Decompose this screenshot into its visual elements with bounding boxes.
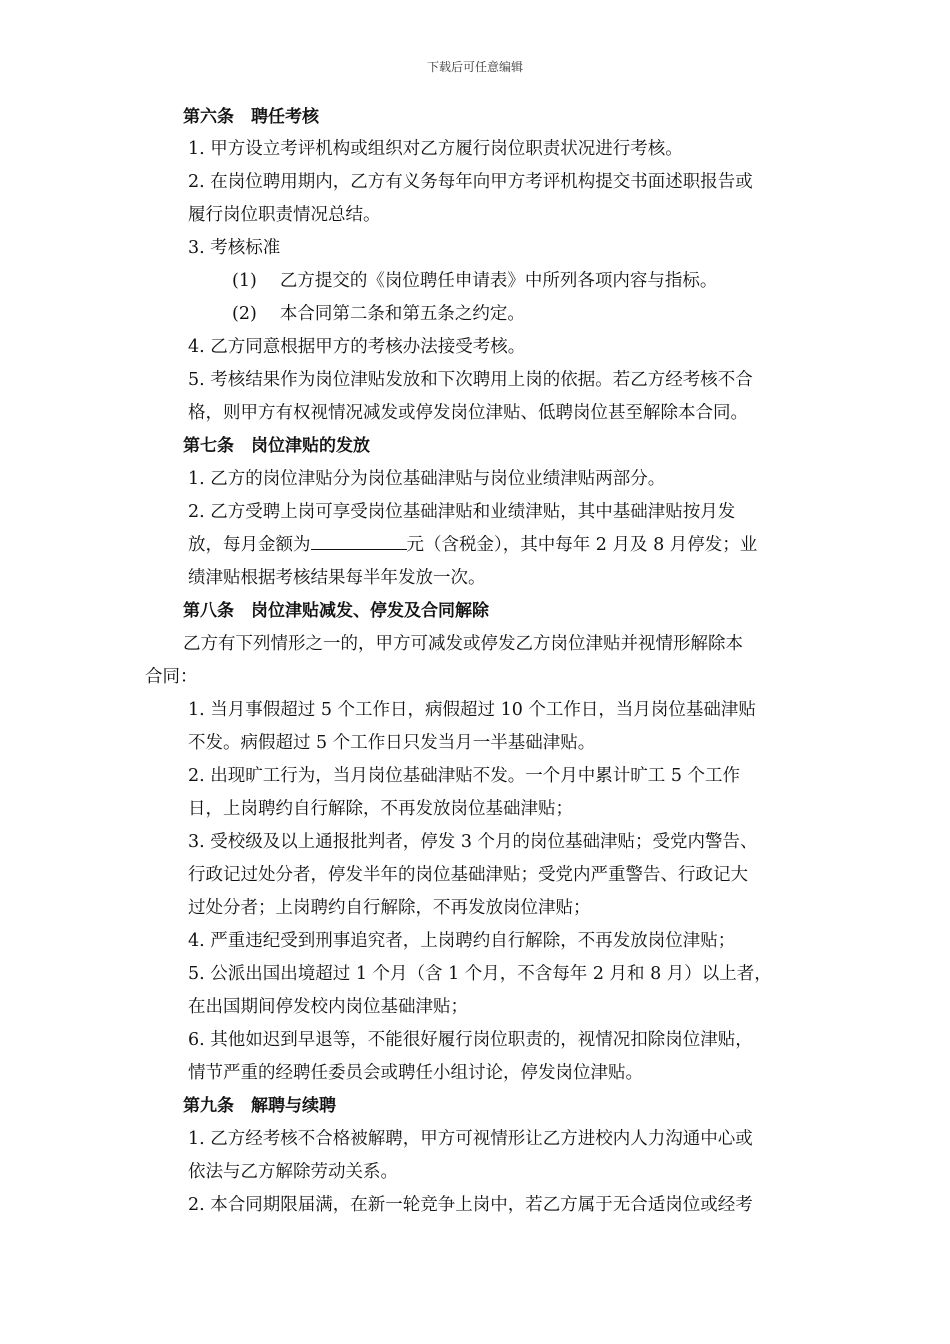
contract-text-line: 2. 出现旷工行为，当月岗位基础津贴不发。一个月中累计旷工 5 个工作 [188,766,741,786]
text-segment: 放，每月金额为 [188,535,311,555]
contract-text-line: (2) 本合同第二条和第五条之约定。 [232,304,525,324]
contract-text-line: (1) 乙方提交的《岗位聘任申请表》中所列各项内容与指标。 [232,271,718,291]
contract-text-line: 格，则甲方有权视情况减发或停发岗位津贴、低聘岗位甚至解除本合同。 [188,403,748,423]
contract-text-line: 日，上岗聘约自行解除，不再发放岗位基础津贴； [188,799,573,819]
article-heading: 第八条 岗位津贴减发、停发及合同解除 [183,601,489,621]
article-heading: 第七条 岗位津贴的发放 [183,436,370,456]
contract-text-line: 乙方有下列情形之一的，甲方可减发或停发乙方岗位津贴并视情形解除本 [183,634,743,654]
contract-text-line: 合同： [145,667,198,687]
contract-text-line: 1. 当月事假超过 5 个工作日，病假超过 10 个工作日，当月岗位基础津贴 [188,700,756,720]
contract-text-line: 4. 乙方同意根据甲方的考核办法接受考核。 [188,337,526,357]
contract-text-line: 5. 考核结果作为岗位津贴发放和下次聘用上岗的依据。若乙方经考核不合 [188,370,753,390]
text-segment: 元（含税金），其中每年 2 月及 8 月停发；业 [406,535,758,555]
contract-text-line: 履行岗位职责情况总结。 [188,205,381,225]
contract-text-line: 不发。病假超过 5 个工作日只发当月一半基础津贴。 [188,733,596,753]
article-heading: 第六条 聘任考核 [183,107,319,127]
contract-text-line: 3. 考核标准 [188,238,281,258]
contract-text-line: 1. 乙方的岗位津贴分为岗位基础津贴与岗位业绩津贴两部分。 [188,469,666,489]
contract-text-line: 2. 乙方受聘上岗可享受岗位基础津贴和业绩津贴，其中基础津贴按月发 [188,502,736,522]
contract-text-line: 4. 严重违纪受到刑事追究者，上岗聘约自行解除，不再发放岗位津贴； [188,931,736,951]
contract-text-line: 2. 本合同期限届满，在新一轮竞争上岗中，若乙方属于无合适岗位或经考 [188,1195,753,1215]
contract-text-line: 绩津贴根据考核结果每半年发放一次。 [188,568,486,588]
contract-text-line [188,533,757,557]
contract-text-line: 3. 受校级及以上通报批判者，停发 3 个月的岗位基础津贴；受党内警告、 [188,832,758,852]
contract-text-line: 1. 乙方经考核不合格被解聘，甲方可视情形让乙方进校内人力沟通中心或 [188,1129,753,1149]
contract-text-line: 6. 其他如迟到早退等，不能很好履行岗位职责的，视情况扣除岗位津贴， [188,1030,753,1050]
contract-text-line: 5. 公派出国出境超过 1 个月（含 1 个月，不含每年 2 月和 8 月）以上者， [188,964,772,984]
article-heading: 第九条 解聘与续聘 [183,1096,336,1116]
contract-text-line: 1. 甲方设立考评机构或组织对乙方履行岗位职责状况进行考核。 [188,139,683,159]
contract-text-line: 过处分者；上岗聘约自行解除，不再发放岗位津贴； [188,898,591,918]
amount-blank-field [311,533,407,550]
contract-text-line: 情节严重的经聘任委员会或聘任小组讨论，停发岗位津贴。 [188,1063,643,1083]
contract-text-line: 在出国期间停发校内岗位基础津贴； [188,997,468,1017]
page-header: 下载后可任意编辑 [426,60,523,74]
contract-text-line: 依法与乙方解除劳动关系。 [188,1162,398,1182]
contract-text-line: 行政记过处分者，停发半年的岗位基础津贴；受党内严重警告、行政记大 [188,865,748,885]
contract-text-line: 2. 在岗位聘用期内，乙方有义务每年向甲方考评机构提交书面述职报告或 [188,172,753,192]
